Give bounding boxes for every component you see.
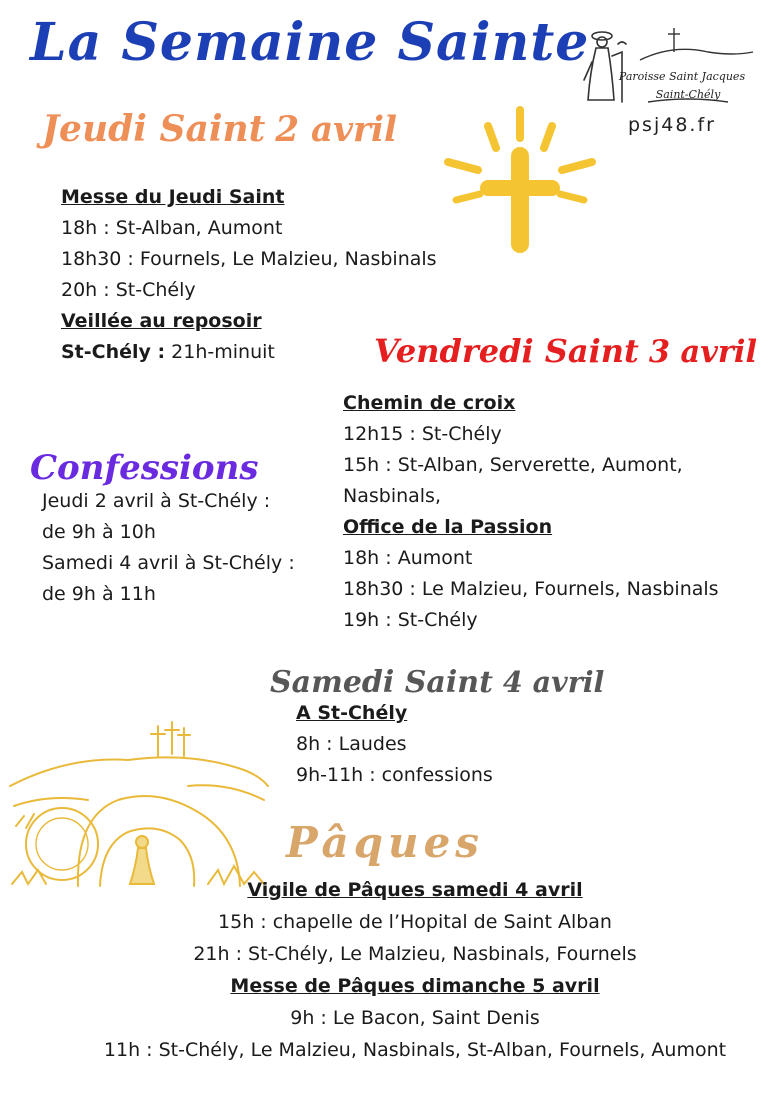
samedi-place-title: A St-Chély (296, 702, 408, 724)
vendredi-heading-date: 3 avril (648, 334, 758, 370)
jeudi-veillee-place: St-Chély : (61, 341, 166, 363)
jeudi-veillee-time: 21h-minuit (165, 341, 275, 363)
vendredi-chemin-line: 12h15 : St-Chély (343, 423, 502, 445)
samedi-heading-label: Samedi Saint (270, 665, 493, 700)
confessions-heading: Confessions (30, 448, 259, 488)
jeudi-heading-date: 2 avril (275, 110, 397, 150)
paques-section (60, 874, 768, 1066)
jeudi-veillee-title: Veillée au reposoir (61, 310, 262, 332)
glowing-cross-icon (438, 104, 602, 254)
jeudi-messe-line: 20h : St-Chély (61, 279, 196, 301)
paques-messe-title: Messe de Pâques dimanche 5 avril (230, 975, 600, 997)
vendredi-chemin-line: Nasbinals, (343, 485, 441, 507)
vendredi-heading-label: Vendredi Saint (374, 332, 639, 370)
confessions-line: de 9h à 11h (42, 583, 156, 605)
samedi-section (296, 698, 493, 791)
jeudi-messe-line: 18h30 : Fournels, Le Malzieu, Nasbinals (61, 248, 437, 270)
paques-vigile-line: 21h : St-Chély, Le Malzieu, Nasbinals, Fournels (193, 943, 637, 965)
paques-heading: Pâques (286, 818, 484, 867)
pilgrim-logo-icon (578, 22, 758, 114)
logo-text-line1: Paroisse Saint Jacques (618, 70, 746, 83)
vendredi-heading (374, 332, 757, 370)
vendredi-section (343, 388, 719, 636)
page-title: La Semaine Sainte (30, 12, 590, 73)
paques-vigile-line: 15h : chapelle de l’Hopital de Saint Alban (218, 911, 612, 933)
paques-vigile-title: Vigile de Pâques samedi 4 avril (247, 879, 583, 901)
samedi-heading (270, 665, 604, 700)
jeudi-heading-label: Jeudi Saint (42, 108, 266, 150)
vendredi-office-line: 18h : Aumont (343, 547, 473, 569)
jeudi-messe-line: 18h : St-Alban, Aumont (61, 217, 283, 239)
confessions-section (42, 486, 295, 610)
vendredi-office-line: 18h30 : Le Malzieu, Fournels, Nasbinals (343, 578, 719, 600)
confessions-line: de 9h à 10h (42, 521, 156, 543)
jeudi-messe-title: Messe du Jeudi Saint (61, 186, 285, 208)
tomb-illustration-icon (8, 716, 270, 888)
samedi-line: 8h : Laudes (296, 733, 407, 755)
vendredi-office-line: 19h : St-Chély (343, 609, 478, 631)
vendredi-chemin-line: 15h : St-Alban, Serverette, Aumont, (343, 454, 683, 476)
logo-text-line2: Saint-Chély (655, 88, 721, 101)
paques-messe-line: 11h : St-Chély, Le Malzieu, Nasbinals, St-Alban, Fournels, Aumont (103, 1039, 727, 1061)
confessions-line: Samedi 4 avril à St-Chély : (42, 552, 295, 574)
jeudi-heading (42, 108, 397, 150)
confessions-line: Jeudi 2 avril à St-Chély : (42, 490, 271, 512)
paques-messe-line: 9h : Le Bacon, Saint Denis (290, 1007, 540, 1029)
samedi-line: 9h-11h : confessions (296, 764, 493, 786)
vendredi-office-title: Office de la Passion (343, 516, 553, 538)
vendredi-chemin-title: Chemin de croix (343, 392, 516, 414)
website-url: psj48.fr (628, 114, 716, 136)
samedi-heading-date: 4 avril (502, 665, 605, 699)
